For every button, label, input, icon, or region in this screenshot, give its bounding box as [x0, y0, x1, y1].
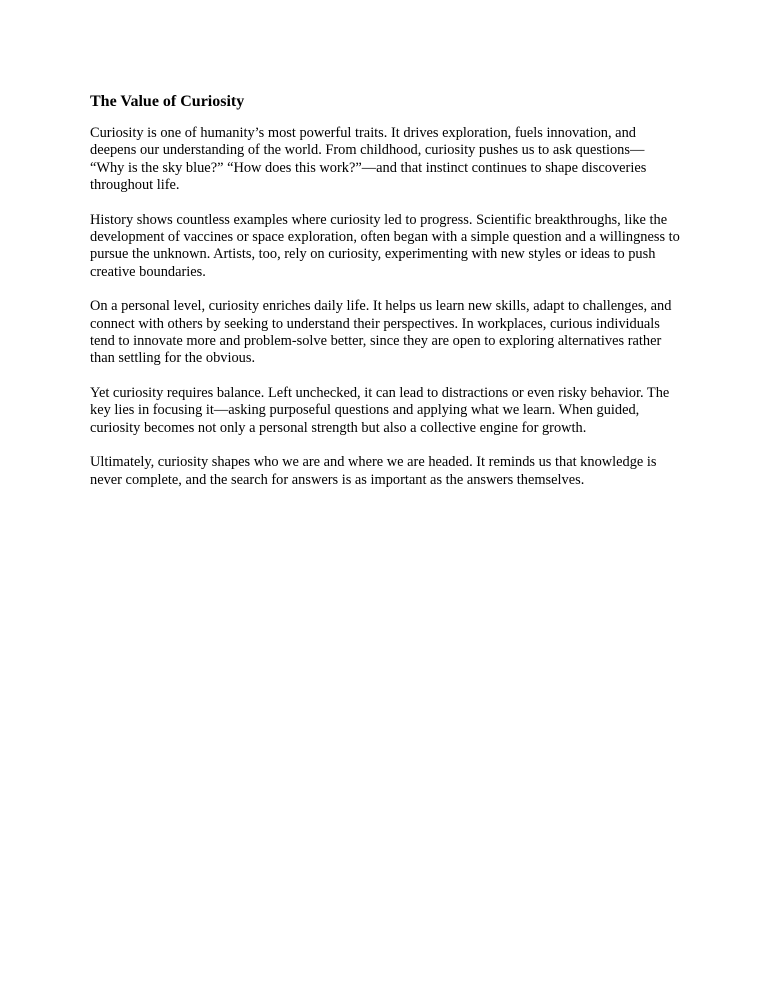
- paragraph-4: Yet curiosity requires balance. Left unchecked, it can lead to distractions or even risky behavior. The key lies in focusing it—asking purposeful questions and applying what we learn. When guided, curiosity becomes not only a personal strength but also a collective engine for growth.: [90, 384, 670, 436]
- document-title: The Value of Curiosity: [90, 93, 245, 110]
- paragraph-2: History shows countless examples where curiosity led to progress. Scientific breakthroughs, like the development of vaccines or space exploration, often began with a simple question and a willingness to pursue the unknown. Artists, too, rely on curiosity, experimenting with new styles or ideas to push creative boundaries.: [90, 211, 680, 280]
- document-body: [90, 92, 682, 506]
- paragraph-5: Ultimately, curiosity shapes who we are and where we are headed. It reminds us that knowledge is never complete, and the search for answers is as important as the answers themselves.: [90, 454, 657, 488]
- paragraph-1: Curiosity is one of humanity’s most powerful traits. It drives exploration, fuels innovation, and deepens our understanding of the world. From childhood, curiosity pushes us to ask questions— “Why is the sky blue?” “How does this work?”—and that instinct continues to shape discoveries throughout life.: [90, 125, 647, 194]
- paragraph-3: On a personal level, curiosity enriches daily life. It helps us learn new skills, adapt to challenges, and connect with others by seeking to understand their perspectives. In workplaces, curious individuals tend to innovate more and problem-solve better, since they are open to exploring alternatives rather than settling for the obvious.: [90, 298, 672, 367]
